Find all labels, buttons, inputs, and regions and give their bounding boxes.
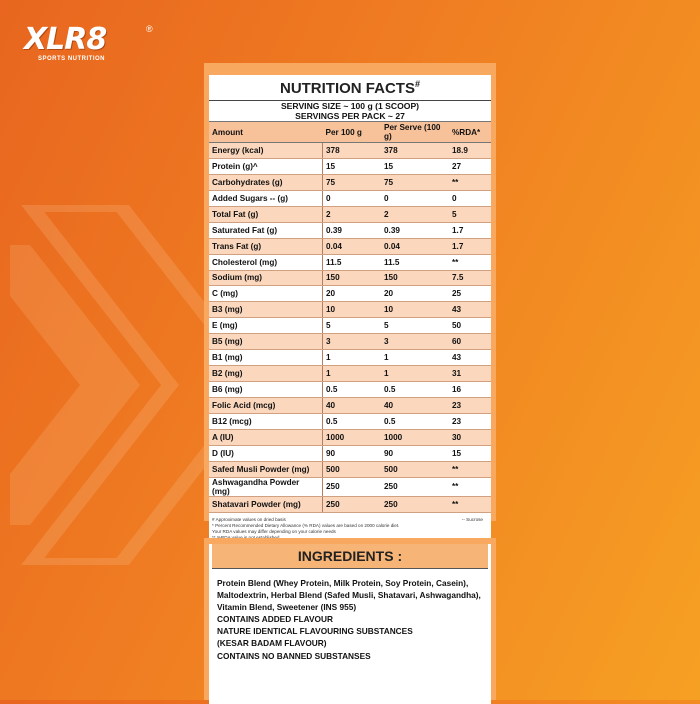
ingredients-panel [204,538,496,700]
table-row [209,174,491,190]
nutrient-name: Total Fat (g) [209,206,323,222]
nutrient-name: Trans Fat (g) [209,238,323,254]
value-per-100g: 500 [323,461,382,477]
value-per-serve: 0.5 [381,413,449,429]
table-row [209,254,491,270]
value-per-100g: 150 [323,270,382,286]
value-per-100g: 2 [323,206,382,222]
nutrient-name: B2 (mg) [209,366,323,382]
table-row [209,382,491,398]
nutrition-table-body [209,143,491,513]
ingredients-box [209,544,491,704]
column-header-per-serve: Per Serve (100 g) [381,122,449,143]
value-per-100g: 378 [323,143,382,159]
ingredient-line: NATURE IDENTICAL FLAVOURING SUBSTANCES [217,626,413,637]
nutrient-name: Shatavari Powder (mg) [209,496,323,512]
value-per-serve: 11.5 [381,254,449,270]
logo-tagline: SPORTS NUTRITION [38,56,106,62]
value-per-serve: 0.04 [381,238,449,254]
table-row [209,206,491,222]
nutrient-name: B6 (mg) [209,382,323,398]
value-per-serve: 250 [381,477,449,496]
table-row [209,429,491,445]
nutrition-facts-title: NUTRITION FACTS# [209,75,491,101]
value-per-100g: 10 [323,302,382,318]
value-rda: ** [449,174,491,190]
nutrient-name: Ashwagandha Powder (mg) [209,477,323,496]
nutrition-facts-panel [204,63,496,534]
nutrient-name: Safed Musli Powder (mg) [209,461,323,477]
brand-logo [24,22,153,72]
nutrient-name: B5 (mg) [209,334,323,350]
ingredient-line: (KESAR BADAM FLAVOUR) [217,638,327,649]
value-per-100g: 1000 [323,429,382,445]
value-per-100g: 250 [323,477,382,496]
value-per-100g: 5 [323,318,382,334]
value-rda: 43 [449,302,491,318]
value-rda: 31 [449,366,491,382]
table-row [209,350,491,366]
table-row [209,413,491,429]
value-per-serve: 1000 [381,429,449,445]
table-row [209,477,491,496]
footnote-line: # Approximate values on dried basis [212,516,286,522]
value-per-serve: 40 [381,398,449,414]
value-per-serve: 0.5 [381,382,449,398]
logo-wordmark: XLR8 [24,22,107,57]
table-row [209,366,491,382]
value-rda: ** [449,477,491,496]
ingredient-line: CONTAINS NO BANNED SUBSTANSES [217,650,371,661]
ingredient-line: Vitamin Blend, Sweetener (INS 955) [217,602,357,613]
value-rda: 0 [449,190,491,206]
value-per-serve: 250 [381,496,449,512]
value-per-100g: 40 [323,398,382,414]
value-per-100g: 20 [323,286,382,302]
value-per-100g: 1 [323,366,382,382]
footnote-line: * Percent Recommended Dietary Allowance (% RDA) values are based on 2000 calorie diet. [212,522,400,528]
table-row [209,302,491,318]
serving-size: SERVING SIZE ~ 100 g (1 SCOOP) [280,101,420,111]
ingredient-line: CONTAINS ADDED FLAVOUR [217,614,333,625]
value-per-serve: 20 [381,286,449,302]
table-row [209,461,491,477]
nutrient-name: D (IU) [209,445,323,461]
value-rda: ** [449,461,491,477]
value-per-serve: 1 [381,366,449,382]
table-row [209,398,491,414]
value-rda: 7.5 [449,270,491,286]
nutrient-name: Protein (g)^ [209,158,323,174]
value-per-serve: 150 [381,270,449,286]
table-header-row [209,122,491,143]
value-per-100g: 250 [323,496,382,512]
table-row [209,318,491,334]
nutrient-name: Carbohydrates (g) [209,174,323,190]
table-row [209,222,491,238]
nutrient-name: B3 (mg) [209,302,323,318]
sucrose-note: -- Sucrose [461,516,483,522]
value-rda: 60 [449,334,491,350]
nutrient-name: Saturated Fat (g) [209,222,323,238]
value-rda: 1.7 [449,222,491,238]
table-row [209,270,491,286]
value-per-serve: 90 [381,445,449,461]
value-per-100g: 90 [323,445,382,461]
value-per-serve: 0.39 [381,222,449,238]
value-per-serve: 1 [381,350,449,366]
table-row [209,238,491,254]
table-row [209,496,491,512]
value-per-serve: 0 [381,190,449,206]
nutrient-name: Sodium (mg) [209,270,323,286]
value-per-100g: 3 [323,334,382,350]
registered-mark: ® [146,24,153,34]
value-rda: ** [449,254,491,270]
column-header-per-100g: Per 100 g [323,122,382,143]
value-per-serve: 500 [381,461,449,477]
nutrient-name: Cholesterol (mg) [209,254,323,270]
value-per-serve: 5 [381,318,449,334]
nutrient-name: Energy (kcal) [209,143,323,159]
value-rda: 43 [449,350,491,366]
ingredients-title: INGREDIENTS : [212,544,488,569]
table-row [209,143,491,159]
value-rda: ** [449,496,491,512]
table-row [209,334,491,350]
value-rda: 23 [449,413,491,429]
nutrition-facts-label [209,75,491,547]
value-rda: 25 [449,286,491,302]
value-rda: 50 [449,318,491,334]
value-per-serve: 378 [381,143,449,159]
servings-per-pack: SERVINGS PER PACK ~ 27 [295,111,405,121]
ingredient-line: Protein Blend (Whey Protein, Milk Protein, Soy Protein, Casein), [217,578,469,588]
value-per-100g: 15 [323,158,382,174]
value-per-serve: 2 [381,206,449,222]
value-per-serve: 10 [381,302,449,318]
value-per-100g: 11.5 [323,254,382,270]
nutrient-name: B1 (mg) [209,350,323,366]
value-per-100g: 75 [323,174,382,190]
value-per-100g: 0.04 [323,238,382,254]
table-row [209,286,491,302]
table-row [209,190,491,206]
value-per-100g: 0 [323,190,382,206]
value-rda: 18.9 [449,143,491,159]
value-rda: 27 [449,158,491,174]
table-row [209,158,491,174]
value-per-serve: 15 [381,158,449,174]
value-per-100g: 0.5 [323,413,382,429]
nutrient-name: C (mg) [209,286,323,302]
column-header-amount: Amount [209,122,323,143]
ingredient-line: Maltodextrin, Herbal Blend (Safed Musli, Shatavari, Ashwagandha), [217,590,481,601]
footnote-line: Your RDA values may differ depending on your calorie needs [212,528,336,534]
nutrient-name: Folic Acid (mcg) [209,398,323,414]
value-per-serve: 3 [381,334,449,350]
value-per-100g: 0.39 [323,222,382,238]
value-rda: 15 [449,445,491,461]
value-rda: 5 [449,206,491,222]
value-per-serve: 75 [381,174,449,190]
nutrient-name: B12 (mcg) [209,413,323,429]
nutrient-name: A (IU) [209,429,323,445]
value-rda: 16 [449,382,491,398]
column-header-rda: %RDA* [449,122,491,143]
nutrient-name: Added Sugars -- (g) [209,190,323,206]
value-rda: 23 [449,398,491,414]
value-rda: 30 [449,429,491,445]
ingredients-text [209,569,491,662]
value-per-100g: 1 [323,350,382,366]
nutrient-name: E (mg) [209,318,323,334]
value-per-100g: 0.5 [323,382,382,398]
value-rda: 1.7 [449,238,491,254]
nutrition-table [209,121,491,513]
table-row [209,445,491,461]
